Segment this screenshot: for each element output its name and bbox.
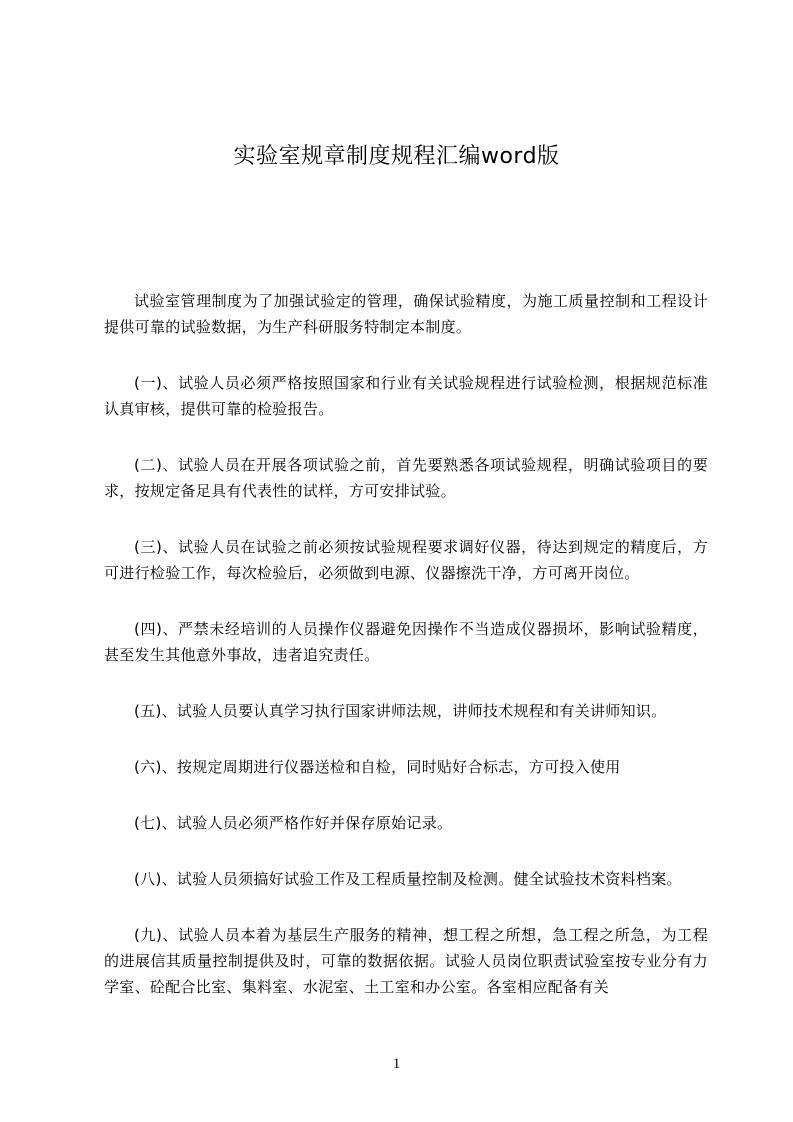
paragraph-item-6: (六)、按规定周期进行仪器送检和自检，同时贴好合标志，方可投入使用	[134, 758, 621, 776]
paragraph-item-4: (四)、严禁未经培训的人员操作仪器避免因操作不当造成仪器损坏，影响试验精度，甚至发生其他意外事故，违者追究责任。	[104, 620, 708, 664]
paragraph-item-1: (一)、试验人员必须严格按照国家和行业有关试验规程进行试验检测，根据规范标准认真审核，提供可靠的检验报告。	[104, 374, 708, 418]
document-body	[104, 288, 708, 1030]
paragraph-item-7: (七)、试验人员必须严格作好并保存原始记录。	[134, 814, 453, 832]
paragraph-item-2: (二)、试验人员在开展各项试验之前，首先要熟悉各项试验规程，明确试验项目的要求，按规定备足具有代表性的试样，方可安排试验。	[104, 456, 708, 500]
paragraph-item-5: (五)、试验人员要认真学习执行国家讲师法规，讲师技术规程和有关讲师知识。	[134, 702, 667, 720]
paragraph-item-8: (八)、试验人员须搞好试验工作及工程质量控制及检测。健全试验技术资料档案。	[134, 870, 682, 888]
paragraph-item-9: (九)、试验人员本着为基层生产服务的精神，想工程之所想，急工程之所急，为工程的进展信其质量控制提供及时，可靠的数据依据。试验人员岗位职责试验室按专业分有力学室、砼配合比室、集料室、水泥室、土工室和办公室。各室相应配备有关	[104, 926, 708, 996]
page-number: 1	[392, 1056, 401, 1072]
document-title: 实验室规章制度规程汇编word版	[233, 144, 560, 169]
paragraph-item-3: (三)、试验人员在试验之前必须按试验规程要求调好仪器，待达到规定的精度后，方可进行检验工作，每次检验后，必须做到电源、仪器擦洗干净，方可离开岗位。	[104, 538, 708, 582]
paragraph-intro: 试验室管理制度为了加强试验定的管理，确保试验精度，为施工质量控制和工程设计提供可靠的试验数据，为生产科研服务特制定本制度。	[104, 292, 708, 336]
